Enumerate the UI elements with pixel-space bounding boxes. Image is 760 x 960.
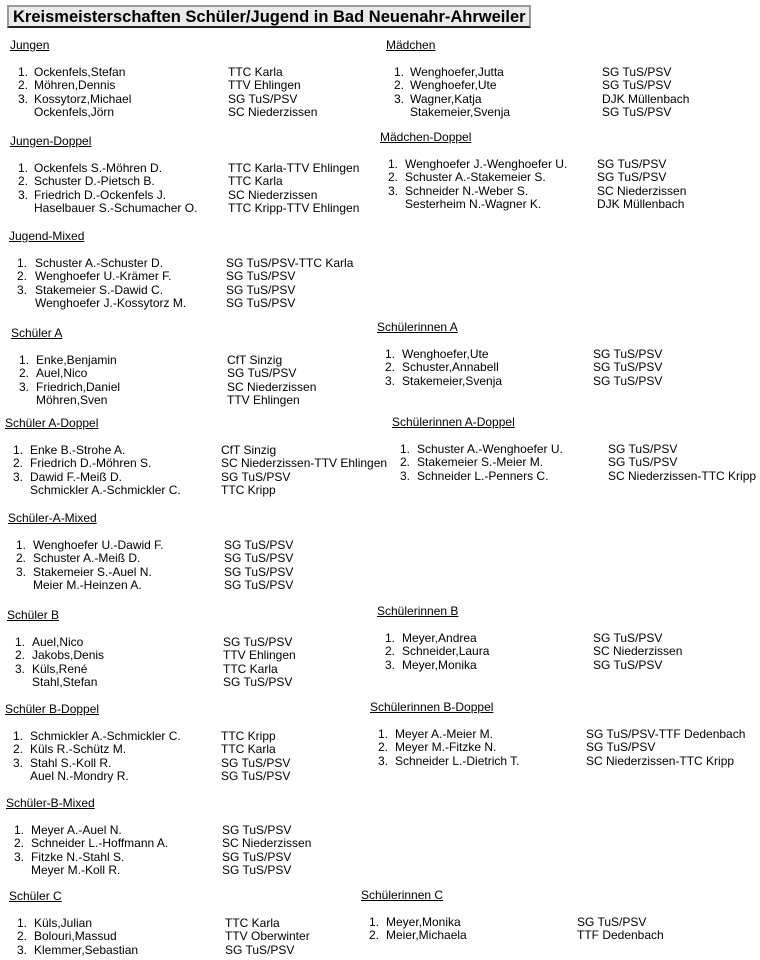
result-row bbox=[10, 160, 360, 176]
club-name: SG TuS/PSV bbox=[597, 156, 667, 171]
club-name: TTV Ehlingen bbox=[227, 393, 300, 407]
club-name: SG TuS/PSV bbox=[593, 657, 663, 672]
player-name: Stakemeier,Svenja bbox=[402, 373, 503, 388]
rank: 3. bbox=[384, 373, 395, 388]
club-name: SG TuS/PSV-TTF Dedenbach bbox=[586, 726, 746, 741]
player-name: Wagner,Katja bbox=[410, 91, 482, 106]
rank: 2. bbox=[16, 269, 27, 283]
section-title: Schüler-A-Mixed bbox=[8, 511, 97, 525]
section-schueler-b-mixed bbox=[6, 796, 312, 878]
club-name: SC Niederzissen bbox=[227, 379, 317, 394]
result-row bbox=[7, 634, 293, 650]
club-name: SG TuS/PSV bbox=[227, 366, 297, 380]
result-row bbox=[392, 455, 678, 470]
result-row bbox=[5, 456, 388, 471]
section-jungen-doppel bbox=[10, 134, 360, 216]
rank: 3. bbox=[17, 91, 28, 106]
result-row bbox=[377, 630, 663, 646]
section-schuelerinnen-c bbox=[361, 888, 664, 943]
rank: 3. bbox=[16, 942, 27, 957]
club-name: TTC Karla bbox=[228, 174, 283, 188]
club-name: SG TuS/PSV bbox=[222, 849, 292, 864]
player-name: Meyer,Monika bbox=[402, 657, 477, 672]
club-name: SG TuS/PSV bbox=[221, 755, 291, 770]
section-schuelerinnen-b bbox=[377, 604, 683, 672]
player-name: Ockenfels S.-Möhren D. bbox=[34, 160, 163, 175]
section-schueler-b bbox=[7, 608, 296, 690]
rank: 1. bbox=[16, 915, 27, 930]
result-row bbox=[392, 468, 757, 484]
club-name: TTV Ehlingen bbox=[228, 78, 301, 92]
club-name: TTV Oberwinter bbox=[225, 929, 310, 943]
section-title: Schüler B-Doppel bbox=[5, 702, 100, 716]
club-name: SG TuS/PSV bbox=[223, 634, 293, 649]
player-name: Meier M.-Heinzen A. bbox=[33, 578, 142, 592]
rank: 1. bbox=[12, 442, 23, 457]
section-title: Schülerinnen A bbox=[377, 320, 458, 334]
club-name: SG TuS/PSV bbox=[221, 769, 291, 783]
player-name: Stahl S.-Koll R. bbox=[30, 755, 112, 770]
rank: 2. bbox=[14, 648, 25, 662]
result-row bbox=[9, 929, 310, 944]
player-name: Klemmer,Sebastian bbox=[34, 942, 139, 957]
section-schueler-a bbox=[11, 326, 317, 408]
player-name: Schneider,Laura bbox=[402, 644, 490, 658]
section-schuelerinnen-a bbox=[377, 320, 663, 388]
result-row bbox=[5, 742, 276, 757]
player-name: Meyer A.-Auel N. bbox=[31, 822, 122, 837]
rank: 3. bbox=[393, 91, 404, 106]
result-row bbox=[370, 740, 656, 755]
club-name: SG TuS/PSV bbox=[221, 469, 291, 484]
section-schueler-a-mixed bbox=[8, 511, 294, 593]
rank: 3. bbox=[16, 282, 27, 297]
rank: 3. bbox=[399, 468, 410, 483]
club-name: SG TuS/PSV bbox=[226, 269, 296, 283]
club-name: SG TuS/PSV bbox=[222, 863, 292, 877]
player-name: Schmickler A.-Schmickler C. bbox=[30, 728, 181, 743]
result-row bbox=[6, 822, 292, 838]
club-name: DJK Müllenbach bbox=[602, 91, 690, 106]
club-name: SG TuS/PSV bbox=[597, 170, 667, 184]
section-title: Schüler-B-Mixed bbox=[6, 796, 95, 810]
rank: 2. bbox=[384, 360, 395, 374]
club-name: TTC Karla-TTV Ehlingen bbox=[228, 160, 360, 175]
rank: 2. bbox=[387, 170, 398, 184]
result-row bbox=[11, 393, 300, 408]
result-row bbox=[377, 373, 663, 389]
player-name: Meyer,Andrea bbox=[402, 630, 477, 645]
rank: 2. bbox=[15, 551, 26, 565]
result-row bbox=[392, 441, 678, 457]
club-name: TTF Dedenbach bbox=[577, 928, 664, 942]
club-name: CfT Sinzig bbox=[221, 442, 277, 457]
player-name: Wenghoefer U.-Dawid F. bbox=[33, 537, 164, 552]
player-name: Schneider L.-Dietrich T. bbox=[395, 753, 520, 768]
section-title: Schüler C bbox=[9, 889, 62, 903]
player-name: Schneider L.-Hoffmann A. bbox=[31, 836, 169, 850]
result-row bbox=[10, 187, 318, 203]
rank: 3. bbox=[12, 755, 23, 770]
player-name: Küls,René bbox=[32, 661, 88, 676]
rank: 3. bbox=[15, 564, 26, 579]
result-row bbox=[10, 201, 360, 216]
club-name: SG TuS/PSV bbox=[593, 360, 663, 374]
club-name: SG TuS/PSV bbox=[224, 551, 294, 565]
player-name: Schuster A.-Schuster D. bbox=[35, 255, 164, 270]
player-name: Wenghoefer,Ute bbox=[410, 78, 497, 92]
section-schueler-c bbox=[9, 889, 310, 957]
player-name: Stakemeier S.-Meier M. bbox=[417, 455, 544, 469]
section-schuelerinnen-a-doppel bbox=[392, 415, 757, 483]
result-row bbox=[386, 105, 672, 120]
section-title: Jungen-Doppel bbox=[10, 134, 92, 148]
club-name: SG TuS/PSV bbox=[226, 282, 296, 297]
section-maedchen-doppel bbox=[380, 130, 687, 212]
section-schueler-b-doppel bbox=[5, 702, 291, 784]
result-row bbox=[5, 442, 277, 458]
club-name: TTC Karla bbox=[225, 915, 280, 930]
result-row bbox=[6, 863, 292, 878]
player-name: Schmickler A.-Schmickler C. bbox=[30, 483, 181, 497]
section-jungen bbox=[10, 38, 318, 120]
player-name: Fitzke N.-Stahl S. bbox=[31, 849, 125, 864]
rank: 2. bbox=[384, 644, 395, 658]
result-row bbox=[10, 105, 318, 120]
rank: 1. bbox=[393, 64, 404, 79]
player-name: Wenghoefer J.-Kossytorz M. bbox=[35, 296, 187, 310]
section-title: Schüler B bbox=[7, 608, 60, 622]
club-name: SG TuS/PSV bbox=[602, 105, 672, 119]
club-name: SG TuS/PSV bbox=[223, 675, 293, 689]
section-title: Jugend-Mixed bbox=[9, 229, 85, 243]
result-row bbox=[386, 64, 672, 80]
club-name: SC Niederzissen-TTC Kripp bbox=[586, 753, 735, 768]
result-row bbox=[11, 379, 317, 395]
rank: 3. bbox=[387, 183, 398, 198]
player-name: Wenghoefer J.-Wenghoefer U. bbox=[405, 156, 568, 171]
club-name: SC Niederzissen-TTV Ehlingen bbox=[221, 456, 388, 470]
player-name: Dawid F.-Meiß D. bbox=[30, 469, 123, 484]
section-title: Mädchen-Doppel bbox=[380, 130, 472, 144]
player-name: Auel,Nico bbox=[32, 634, 84, 649]
rank: 3. bbox=[12, 469, 23, 484]
player-name: Ockenfels,Stefan bbox=[34, 64, 126, 79]
player-name: Enke,Benjamin bbox=[36, 352, 117, 367]
result-row bbox=[10, 64, 283, 80]
rank: 1. bbox=[13, 822, 24, 837]
result-row bbox=[377, 360, 663, 375]
player-name: Friedrich D.-Ockenfels J. bbox=[34, 187, 167, 202]
rank: 1. bbox=[17, 160, 28, 175]
club-name: SG TuS/PSV bbox=[226, 296, 296, 310]
result-row bbox=[9, 255, 354, 271]
player-name: Jakobs,Denis bbox=[32, 648, 105, 662]
rank: 2. bbox=[17, 174, 28, 188]
result-row bbox=[7, 661, 278, 677]
rank: 1. bbox=[384, 630, 395, 645]
rank: 1. bbox=[14, 634, 25, 649]
rank: 1. bbox=[15, 537, 26, 552]
result-row bbox=[5, 728, 276, 744]
rank: 2. bbox=[13, 836, 24, 850]
club-name: SG TuS/PSV bbox=[224, 537, 294, 552]
club-name: SG TuS/PSV bbox=[224, 564, 294, 579]
rank: 2. bbox=[17, 78, 28, 92]
player-name: Küls,Julian bbox=[34, 915, 93, 930]
result-row bbox=[11, 352, 283, 368]
result-row bbox=[361, 928, 664, 943]
player-name: Friedrich,Daniel bbox=[36, 379, 121, 394]
result-row bbox=[11, 366, 297, 381]
club-name: SG TuS/PSV bbox=[222, 822, 292, 837]
club-name: TTC Karla bbox=[223, 661, 278, 676]
result-row bbox=[8, 578, 294, 593]
rank: 3. bbox=[13, 849, 24, 864]
player-name: Wenghoefer,Ute bbox=[402, 346, 489, 361]
player-name: Schuster,Annabell bbox=[402, 360, 499, 374]
section-jugend-mixed bbox=[9, 229, 354, 311]
club-name: SG TuS/PSV bbox=[593, 346, 663, 361]
club-name: SG TuS/PSV bbox=[608, 441, 678, 456]
player-name: Meyer,Monika bbox=[386, 914, 461, 929]
club-name: TTC Karla bbox=[221, 742, 276, 756]
result-row bbox=[386, 78, 672, 93]
rank: 3. bbox=[17, 187, 28, 202]
result-row bbox=[377, 657, 663, 673]
result-row bbox=[377, 346, 663, 362]
result-row bbox=[10, 78, 301, 93]
section-title: Mädchen bbox=[386, 38, 436, 52]
rank: 1. bbox=[18, 352, 29, 367]
section-title: Schüler A bbox=[11, 326, 63, 340]
result-row bbox=[7, 648, 296, 663]
rank: 2. bbox=[18, 366, 29, 380]
club-name: SC Niederzissen-TTC Kripp bbox=[608, 468, 757, 483]
rank: 2. bbox=[12, 456, 23, 470]
section-schuelerinnen-b-doppel bbox=[370, 700, 746, 768]
club-name: SC Niederzissen bbox=[222, 836, 312, 850]
result-row bbox=[380, 197, 685, 212]
result-row bbox=[380, 170, 667, 185]
player-name: Schuster A.-Stakemeier S. bbox=[405, 170, 546, 184]
rank: 3. bbox=[377, 753, 388, 768]
player-name: Küls R.-Schütz M. bbox=[30, 742, 127, 756]
section-schueler-a-doppel bbox=[5, 416, 388, 498]
club-name: SG TuS/PSV bbox=[586, 740, 656, 754]
club-name: TTC Kripp-TTV Ehlingen bbox=[228, 201, 360, 215]
result-row bbox=[9, 296, 296, 311]
rank: 1. bbox=[368, 914, 379, 929]
result-row bbox=[5, 769, 291, 784]
player-name: Friedrich D.-Möhren S. bbox=[30, 456, 152, 470]
result-row bbox=[9, 269, 296, 284]
rank: 2. bbox=[377, 740, 388, 754]
player-name: Schneider L.-Penners C. bbox=[417, 468, 549, 483]
club-name: SG TuS/PSV bbox=[577, 914, 647, 929]
club-name: TTC Karla bbox=[228, 64, 283, 79]
club-name: SG TuS/PSV bbox=[602, 64, 672, 79]
player-name: Schuster A.-Wenghoefer U. bbox=[417, 441, 563, 456]
result-row bbox=[386, 91, 690, 107]
player-name: Meyer M.-Fitzke N. bbox=[395, 740, 497, 754]
player-name: Stahl,Stefan bbox=[32, 675, 98, 689]
rank: 1. bbox=[12, 728, 23, 743]
rank: 3. bbox=[18, 379, 29, 394]
player-name: Schuster A.-Meiß D. bbox=[33, 551, 141, 565]
result-row bbox=[361, 914, 647, 930]
club-name: SC Niederzissen bbox=[593, 644, 683, 658]
result-row bbox=[380, 183, 687, 199]
player-name: Meyer A.-Meier M. bbox=[395, 726, 494, 741]
player-name: Bolouri,Massud bbox=[34, 929, 117, 943]
result-row bbox=[10, 174, 283, 189]
player-name: Enke B.-Strohe A. bbox=[30, 442, 126, 457]
player-name: Wenghoefer,Jutta bbox=[410, 64, 504, 79]
result-row bbox=[5, 483, 276, 498]
player-name: Stakemeier,Svenja bbox=[410, 105, 511, 119]
rank: 1. bbox=[384, 346, 395, 361]
player-name: Meier,Michaela bbox=[386, 928, 467, 942]
player-name: Schuster D.-Pietsch B. bbox=[34, 174, 155, 188]
rank: 1. bbox=[399, 441, 410, 456]
club-name: CfT Sinzig bbox=[227, 352, 283, 367]
rank: 2. bbox=[399, 455, 410, 469]
rank: 2. bbox=[16, 929, 27, 943]
player-name: Sesterheim N.-Wagner K. bbox=[405, 197, 542, 211]
player-name: Schneider N.-Weber S. bbox=[405, 183, 529, 198]
result-row bbox=[5, 469, 291, 485]
player-name: Meyer M.-Koll R. bbox=[31, 863, 121, 877]
player-name: Möhren,Sven bbox=[36, 393, 108, 407]
player-name: Stakemeier S.-Auel N. bbox=[33, 564, 152, 579]
player-name: Stakemeier S.-Dawid C. bbox=[35, 282, 164, 297]
player-name: Ockenfels,Jörn bbox=[34, 105, 115, 119]
section-title: Schüler A-Doppel bbox=[5, 416, 99, 430]
rank: 1. bbox=[377, 726, 388, 741]
club-name: SC Niederzissen bbox=[228, 187, 318, 202]
section-title: Schülerinnen B bbox=[377, 604, 459, 618]
result-row bbox=[8, 564, 294, 580]
club-name: DJK Müllenbach bbox=[597, 197, 685, 211]
player-name: Kossytorz,Michael bbox=[34, 91, 132, 106]
rank: 2. bbox=[368, 928, 379, 942]
player-name: Wenghoefer U.-Krämer F. bbox=[35, 269, 172, 283]
result-row bbox=[7, 675, 293, 690]
result-row bbox=[370, 726, 746, 742]
club-name: SG TuS/PSV-TTC Karla bbox=[226, 255, 354, 270]
club-name: SG TuS/PSV bbox=[228, 91, 298, 106]
section-maedchen bbox=[386, 38, 690, 120]
rank: 2. bbox=[12, 742, 23, 756]
rank: 3. bbox=[384, 657, 395, 672]
club-name: SG TuS/PSV bbox=[225, 942, 295, 957]
club-name: SG TuS/PSV bbox=[224, 578, 294, 592]
club-name: SG TuS/PSV bbox=[608, 455, 678, 469]
document-title: Kreismeisterschaften Schüler/Jugend in Bad Neuenahr-Ahrweiler bbox=[13, 8, 526, 26]
result-row bbox=[9, 282, 296, 298]
club-name: SG TuS/PSV bbox=[593, 373, 663, 388]
result-row bbox=[5, 755, 291, 771]
result-row bbox=[9, 942, 295, 958]
section-title: Schülerinnen A-Doppel bbox=[392, 415, 515, 429]
club-name: SC Niederzissen bbox=[228, 105, 318, 119]
club-name: SG TuS/PSV bbox=[602, 78, 672, 92]
result-row bbox=[380, 156, 667, 172]
rank: 3. bbox=[14, 661, 25, 676]
section-title: Schülerinnen B-Doppel bbox=[370, 700, 494, 714]
result-row bbox=[8, 551, 294, 566]
club-name: SC Niederzissen bbox=[597, 183, 687, 198]
player-name: Auel N.-Mondry R. bbox=[30, 769, 129, 783]
result-row bbox=[10, 91, 298, 107]
club-name: TTV Ehlingen bbox=[223, 648, 296, 662]
section-title: Jungen bbox=[10, 38, 50, 52]
result-row bbox=[9, 915, 280, 931]
section-title: Schülerinnen C bbox=[361, 888, 444, 902]
result-row bbox=[6, 849, 292, 865]
result-row bbox=[370, 753, 735, 769]
club-name: TTC Kripp bbox=[221, 483, 276, 497]
player-name: Möhren,Dennis bbox=[34, 78, 116, 92]
document-title-box bbox=[7, 5, 531, 28]
rank: 1. bbox=[17, 64, 28, 79]
rank: 2. bbox=[393, 78, 404, 92]
rank: 1. bbox=[387, 156, 398, 171]
player-name: Haselbauer S.-Schumacher O. bbox=[34, 201, 198, 215]
result-row bbox=[377, 644, 683, 659]
player-name: Auel,Nico bbox=[36, 366, 88, 380]
rank: 1. bbox=[16, 255, 27, 270]
club-name: TTC Kripp bbox=[221, 728, 276, 743]
result-row bbox=[8, 537, 294, 553]
club-name: SG TuS/PSV bbox=[593, 630, 663, 645]
result-row bbox=[6, 836, 312, 851]
